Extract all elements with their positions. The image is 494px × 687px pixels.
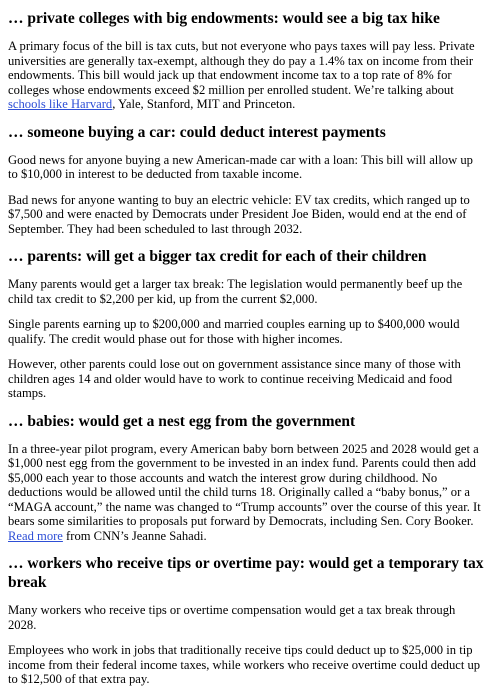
section-heading-tips-overtime: … workers who receive tips or overtime pay: would get a temporary tax break bbox=[8, 555, 484, 591]
paragraph-ev-tax-credits: Bad news for anyone wanting to buy an electric vehicle: EV tax credits, which ranged up to $7,500 and were enacted by Democrats under President Joe Biden, would end at the end of September. They had been scheduled to last through 2032. bbox=[8, 192, 470, 236]
paragraph-government-assistance: However, other parents could lose out on government assistance since many of those with children ages 14 and older would have to work to continue receiving Medicaid and food stamps. bbox=[8, 357, 461, 400]
paragraph-colleges-endowment-tax bbox=[8, 39, 484, 112]
paragraph-tips-overtime-break: Many workers who receive tips or overtime compensation would get a tax break through 2028. bbox=[8, 603, 456, 632]
paragraph-text: , Yale, Stanford, MIT and Princeton. bbox=[112, 97, 296, 111]
paragraph-text: In a three-year pilot program, every American baby born between 2025 and 2028 would get a $1,000 nest egg from the government to be invested in an index fund. Parents could then add $5,000 each year to those accounts and watch the interest grow during childhood. No deductions would be allowed until the child turns 18. Originally called a “baby bonus,” or a “MAGA account,” the name was changed to “Trump accounts” over the course of this year. It bears some similarities to proposals put forward by Democrats, including Sen. Cory Booker. bbox=[8, 441, 481, 528]
paragraph-text: from CNN’s Jeanne Sahadi. bbox=[62, 528, 207, 543]
paragraph-trump-accounts bbox=[8, 442, 484, 544]
section-heading-car-buyers: … someone buying a car: could deduct interest payments bbox=[8, 123, 386, 141]
paragraph-child-tax-credit: Many parents would get a larger tax break: The legislation would permanently beef up the child tax credit to $2,200 per kid, up from the current $2,000. bbox=[8, 277, 463, 306]
schools-like-harvard-link[interactable]: schools like Harvard bbox=[8, 97, 113, 111]
section-heading-babies: … babies: would get a nest egg from the government bbox=[8, 412, 356, 430]
section-heading-colleges: … private colleges with big endowments: would see a big tax hike bbox=[8, 10, 440, 27]
read-more-link[interactable]: Read more bbox=[8, 528, 63, 543]
section-heading-parents: … parents: will get a bigger tax credit for each of their children bbox=[8, 248, 427, 265]
paragraph-text: A primary focus of the bill is tax cuts, but not everyone who pays taxes will pay less. Private universities are generally tax-exempt, although they do pay a 1.4% tax on income from their endowments. This bill would jack up that endowment income tax to a top rate of 8% for colleges whose endowments exceed $2 million per enrolled student. We’re talking about bbox=[8, 39, 475, 97]
paragraph-deduction-limits: Employees who work in jobs that traditionally receive tips could deduct up to $25,000 in tip income from their federal income taxes, while workers who receive overtime could deduct up to $12,500 of that extra pay. bbox=[8, 643, 481, 686]
paragraph-car-loan-interest: Good news for anyone buying a new American-made car with a loan: This bill will allow up to $10,000 in interest to be deducted from taxable income. bbox=[8, 152, 473, 181]
paragraph-credit-qualification: Single parents earning up to $200,000 and married couples earning up to $400,000 would qualify. The credit would phase out for those with higher incomes. bbox=[8, 317, 460, 346]
